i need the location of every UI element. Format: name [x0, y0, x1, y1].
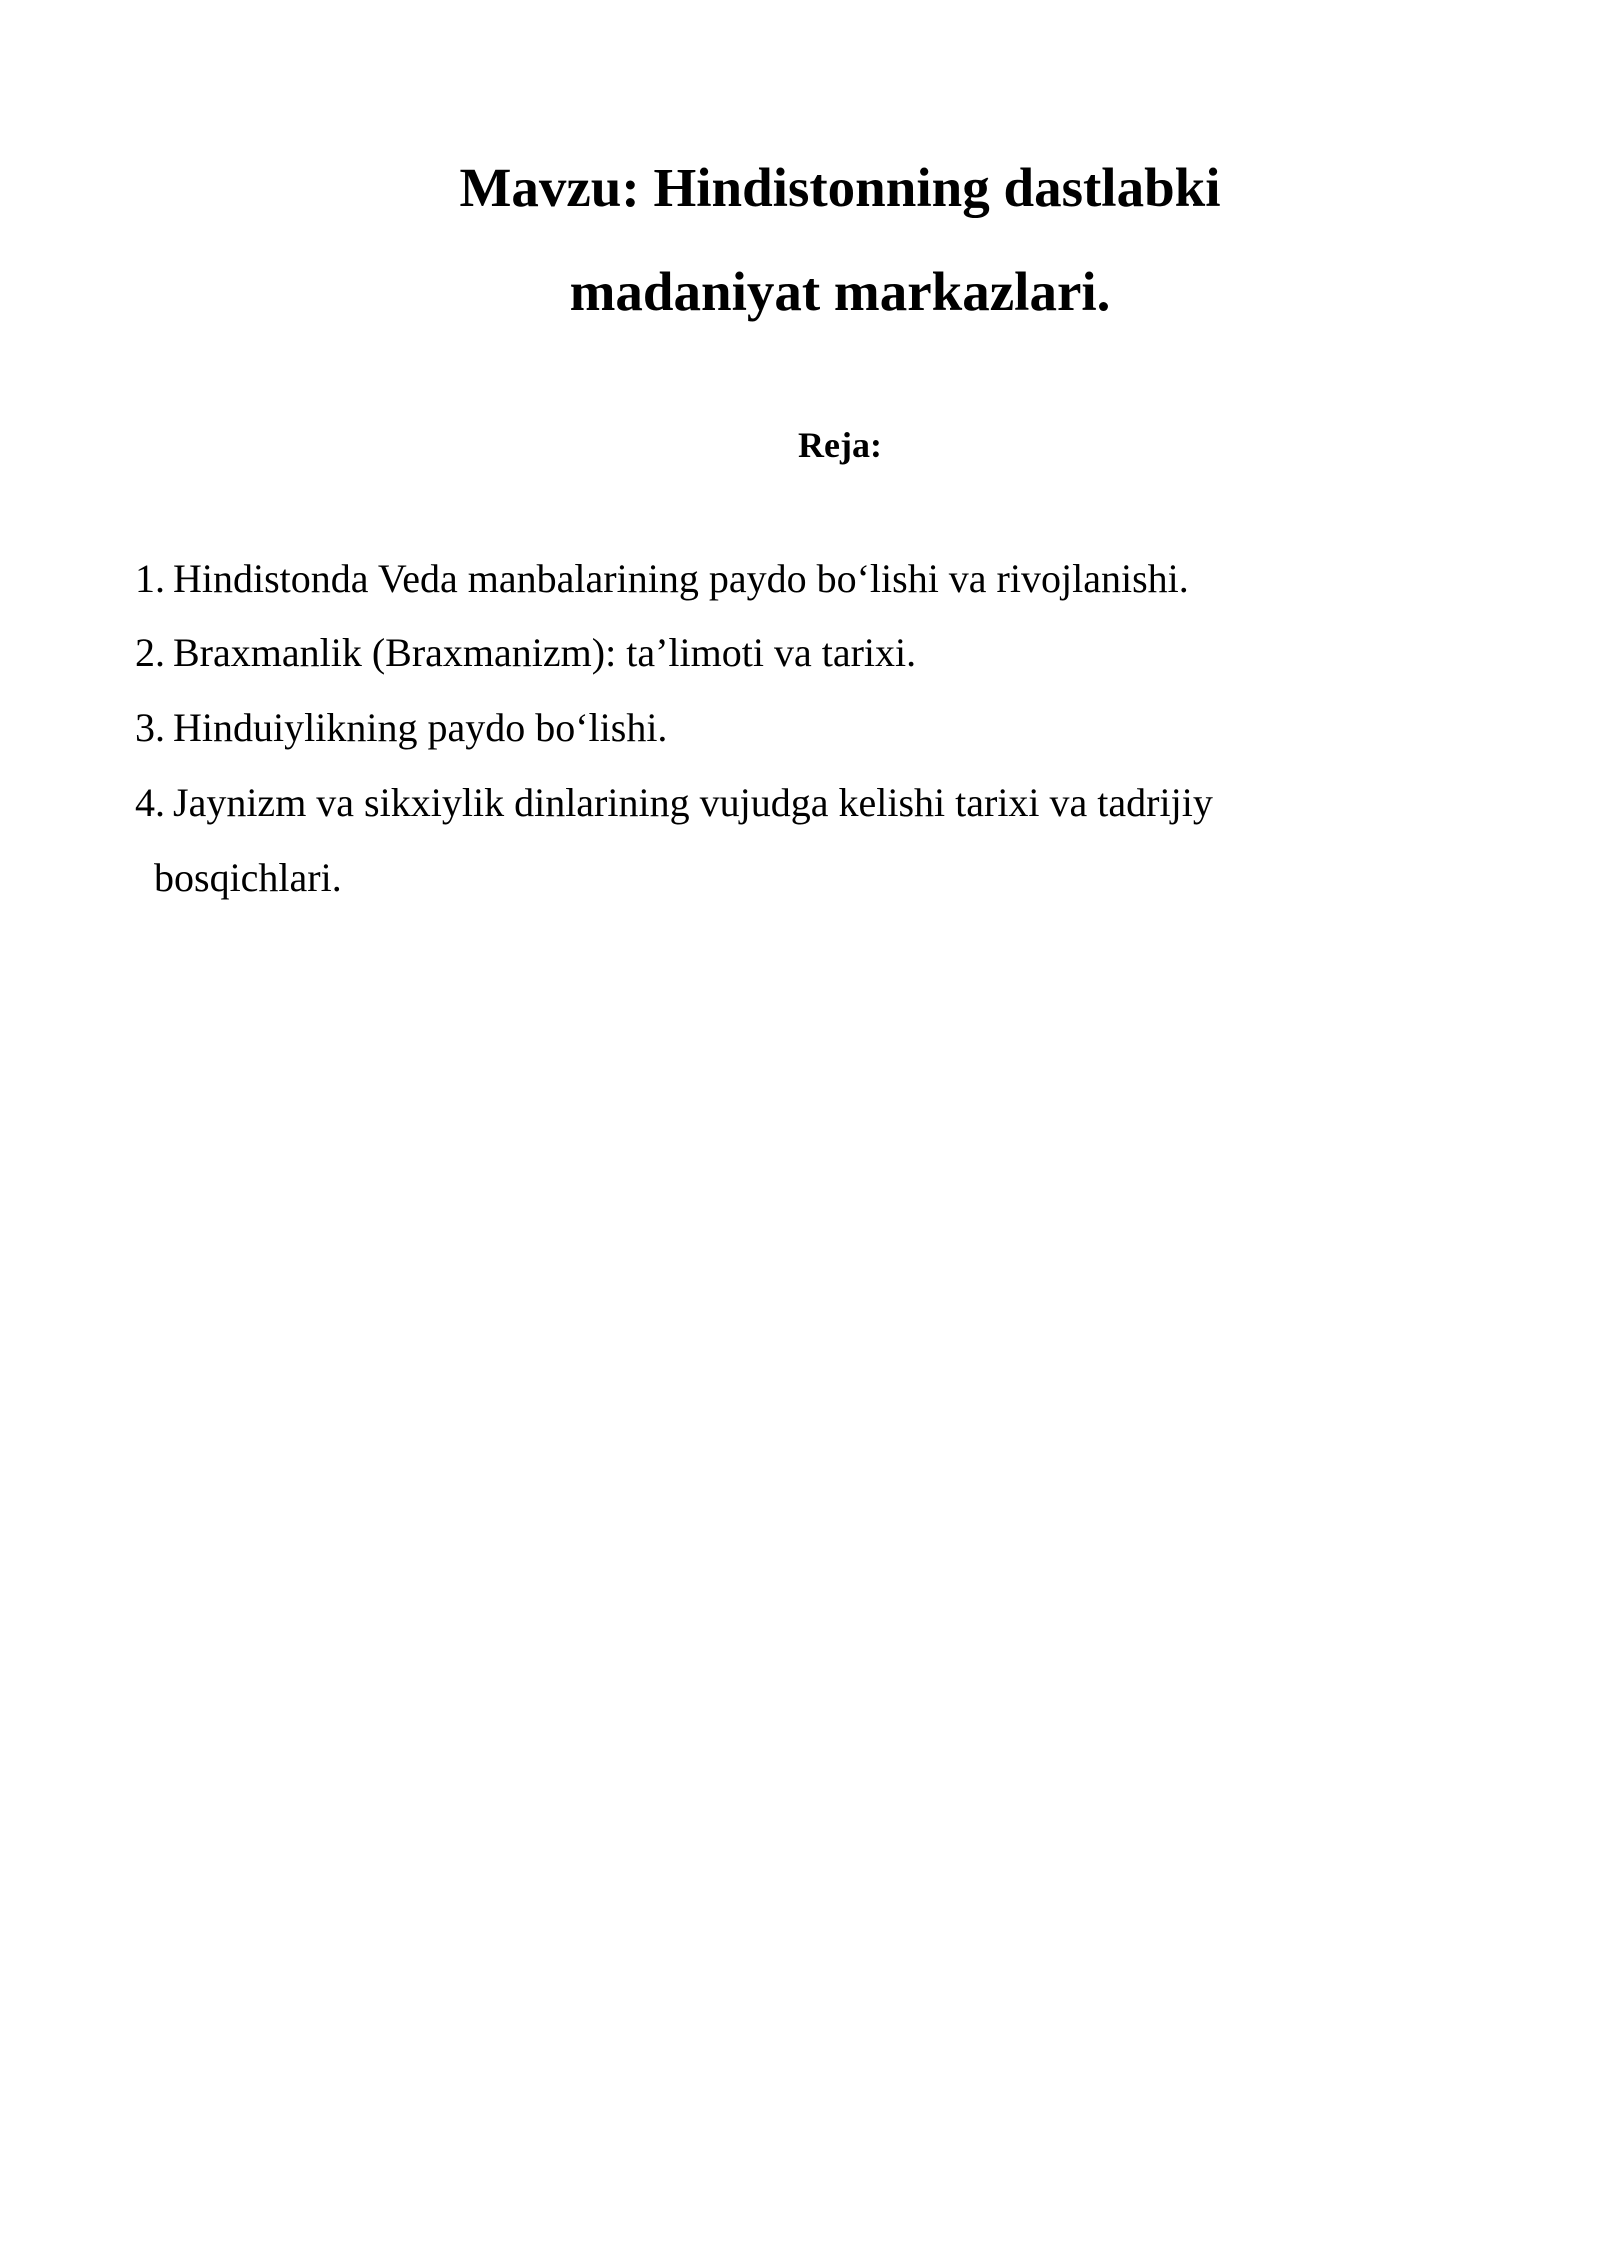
plan-item-number: 3.: [135, 705, 165, 750]
plan-item-text: Hindistonda Veda manbalarining paydo bo‘lishi va rivojlanishi.: [173, 556, 1189, 601]
plan-item-text: Jaynizm va sikxiylik dinlarining vujudga kelishi tarixi va tadrijiy: [173, 780, 1213, 825]
plan-item-number: 2.: [135, 630, 165, 675]
plan-item-4: [135, 780, 1213, 826]
plan-item-number: 1.: [135, 556, 165, 601]
plan-item-2: [135, 630, 916, 676]
plan-item-1: [135, 556, 1189, 602]
plan-item-text: Hinduiylikning paydo bo‘lishi.: [173, 705, 668, 750]
plan-heading: Reja:: [798, 425, 882, 465]
plan-item-text: Braxmanlik (Braxmanizm): ta’limoti va tarixi.: [173, 630, 917, 675]
plan-item-4-continuation: bosqichlari.: [154, 855, 342, 900]
document-title-line-1: Mavzu: Hindistonning dastlabki: [459, 157, 1221, 218]
plan-item-3: [135, 705, 667, 751]
document-title-line-2: madaniyat markazlari.: [569, 261, 1111, 322]
plan-item-number: 4.: [135, 780, 165, 825]
